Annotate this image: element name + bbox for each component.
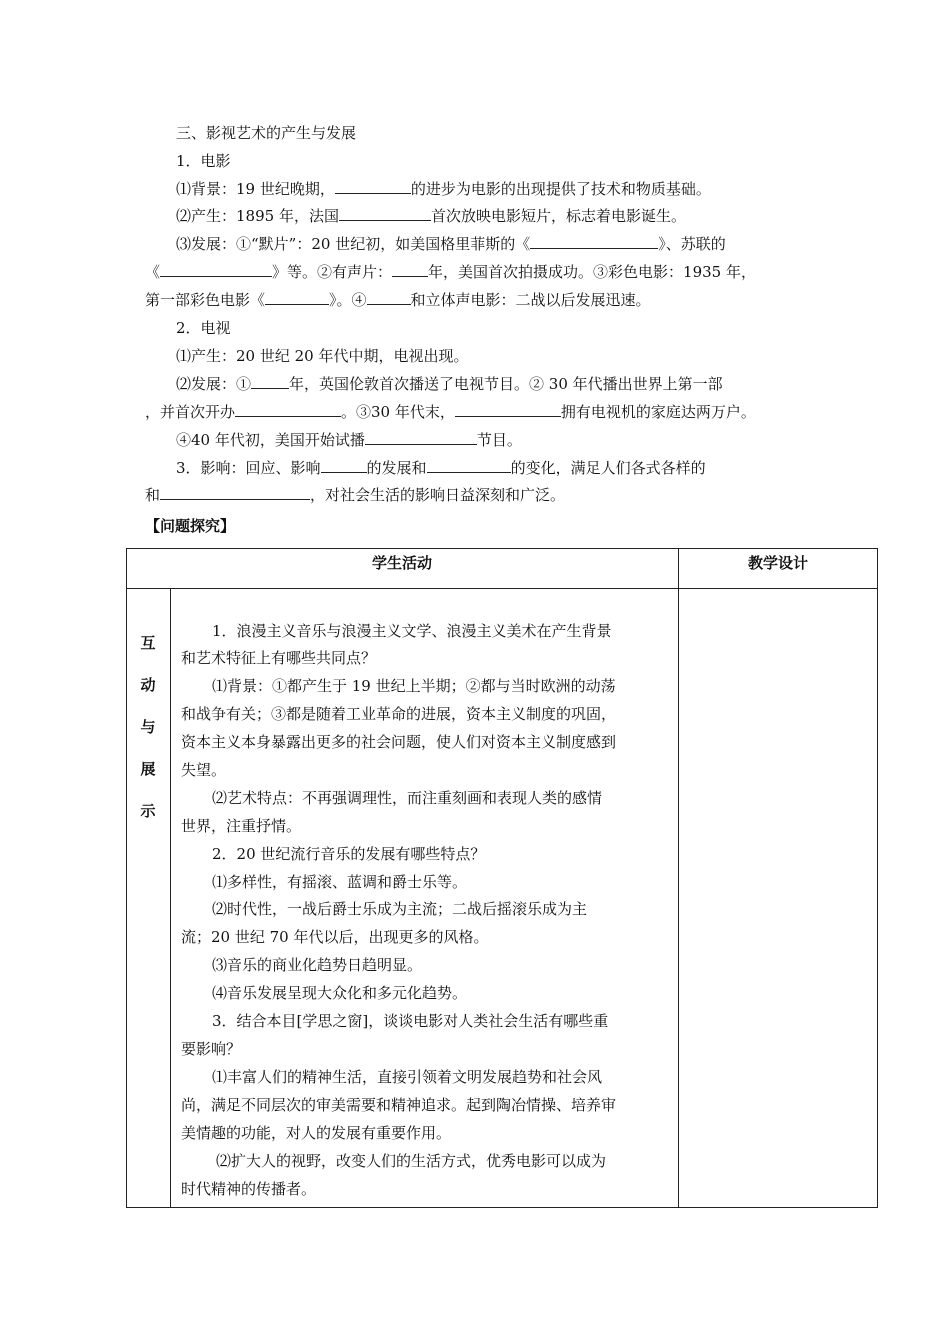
film-development-3: 第一部彩色电影《 》。④ 和立体声电影：二战以后发展迅速。 — [145, 291, 651, 309]
activity-line: ⑵艺术特点：不再强调理性，而注重刻画和表现人类的感情 — [212, 789, 603, 807]
impact-line-1: 3．影响：回应、影响 的发展和 的变化，满足人们各式各样的 — [176, 459, 706, 477]
fill-blank[interactable] — [530, 233, 658, 249]
fill-blank[interactable] — [251, 373, 289, 389]
activity-line: 和战争有关；③都是随着工业革命的进展，资本主义制度的巩固， — [181, 705, 617, 723]
fill-blank[interactable] — [321, 457, 367, 473]
tv-heading: 2．电视 — [176, 319, 231, 337]
side-label-char: 示 — [140, 802, 156, 820]
activity-line: 3．结合本目[学思之窗]，谈谈电影对人类社会生活有哪些重 — [212, 1012, 609, 1030]
fill-blank[interactable] — [160, 261, 272, 277]
activity-line: 2．20 世纪流行音乐的发展有哪些特点？ — [212, 845, 486, 863]
fill-blank[interactable] — [455, 401, 561, 417]
activity-line: 尚，满足不同层次的审美需要和精神追求。起到陶冶情操、培养审 — [181, 1096, 617, 1114]
film-development-1: ⑶发展：①“默片”：20 世纪初，如美国格里菲斯的《 》、苏联的 — [176, 235, 726, 253]
side-label-char: 展 — [140, 760, 156, 778]
film-development-2: 《 》等。②有声片： 年，美国首次拍摄成功。③彩色电影：1935 年， — [145, 263, 756, 281]
activity-line: ⑴背景：①都产生于 19 世纪上半期；②都与当时欧洲的动荡 — [212, 677, 616, 695]
activity-line: ⑷音乐发展呈现大众化和多元化趋势。 — [212, 984, 468, 1002]
tv-development-1: ⑵发展：① 年，英国伦敦首次播送了电视节目。② 30 年代播出世界上第一部 — [176, 375, 723, 393]
activity-line: 流；20 世纪 70 年代以后，出现更多的风格。 — [181, 928, 489, 946]
side-label-char: 动 — [140, 676, 156, 694]
activity-line: ⑴丰富人们的精神生活，直接引领着文明发展趋势和社会风 — [212, 1068, 603, 1086]
activity-line: 要影响？ — [181, 1040, 242, 1058]
film-background: ⑴背景：19 世纪晚期， 的进步为电影的出现提供了技术和物质基础。 — [176, 180, 711, 198]
header-student-activity: 学生活动 — [371, 554, 432, 572]
side-label-char: 互 — [140, 634, 156, 652]
inquiry-title: 【问题探究】 — [145, 517, 236, 535]
header-teaching-design: 教学设计 — [747, 554, 808, 572]
activity-line: 资本主义本身暴露出更多的社会问题，使人们对资本主义制度感到 — [181, 733, 617, 751]
activity-line: 时代精神的传播者。 — [181, 1180, 317, 1198]
activity-line: 美情趣的功能，对人的发展有重要作用。 — [181, 1124, 452, 1142]
fill-blank[interactable] — [339, 205, 431, 221]
activity-line: 和艺术特征上有哪些共同点？ — [181, 649, 377, 667]
activity-line: 1．浪漫主义音乐与浪漫主义文学、浪漫主义美术在产生背景 — [212, 622, 612, 640]
film-heading: 1．电影 — [176, 152, 231, 170]
table-column-divider — [678, 548, 679, 1208]
section-title: 三、影视艺术的产生与发展 — [176, 124, 357, 142]
fill-blank[interactable] — [235, 401, 341, 417]
activity-line: 失望。 — [181, 761, 227, 779]
fill-blank[interactable] — [392, 261, 428, 277]
film-birth: ⑵产生：1895 年，法国 首次放映电影短片，标志着电影诞生。 — [176, 207, 686, 225]
side-label-char: 与 — [140, 718, 156, 736]
fill-blank[interactable] — [160, 484, 310, 500]
activity-line: ⑴多样性，有摇滚、蓝调和爵士乐等。 — [212, 873, 468, 891]
tv-development-2: ，并首次开办 。③30 年代末， 拥有电视机的家庭达两万户。 — [145, 403, 756, 421]
activity-line: ⑵扩大人的视野，改变人们的生活方式，优秀电影可以成为 — [216, 1152, 607, 1170]
activity-line: 世界，注重抒情。 — [181, 817, 302, 835]
fill-blank[interactable] — [365, 429, 477, 445]
tv-birth: ⑴产生：20 世纪 20 年代中期，电视出现。 — [176, 347, 469, 365]
activity-line: ⑵时代性，一战后爵士乐成为主流；二战后摇滚乐成为主 — [212, 900, 588, 918]
impact-line-2: 和 ，对社会生活的影响日益深刻和广泛。 — [145, 486, 566, 504]
fill-blank[interactable] — [265, 289, 329, 305]
tv-development-3: ④40 年代初，美国开始试播 节目。 — [176, 431, 522, 449]
table-header-divider — [126, 588, 878, 589]
fill-blank[interactable] — [367, 289, 411, 305]
table-side-divider — [170, 588, 171, 1208]
fill-blank[interactable] — [335, 178, 411, 194]
fill-blank[interactable] — [427, 457, 511, 473]
activity-line: ⑶音乐的商业化趋势日趋明显。 — [212, 956, 423, 974]
